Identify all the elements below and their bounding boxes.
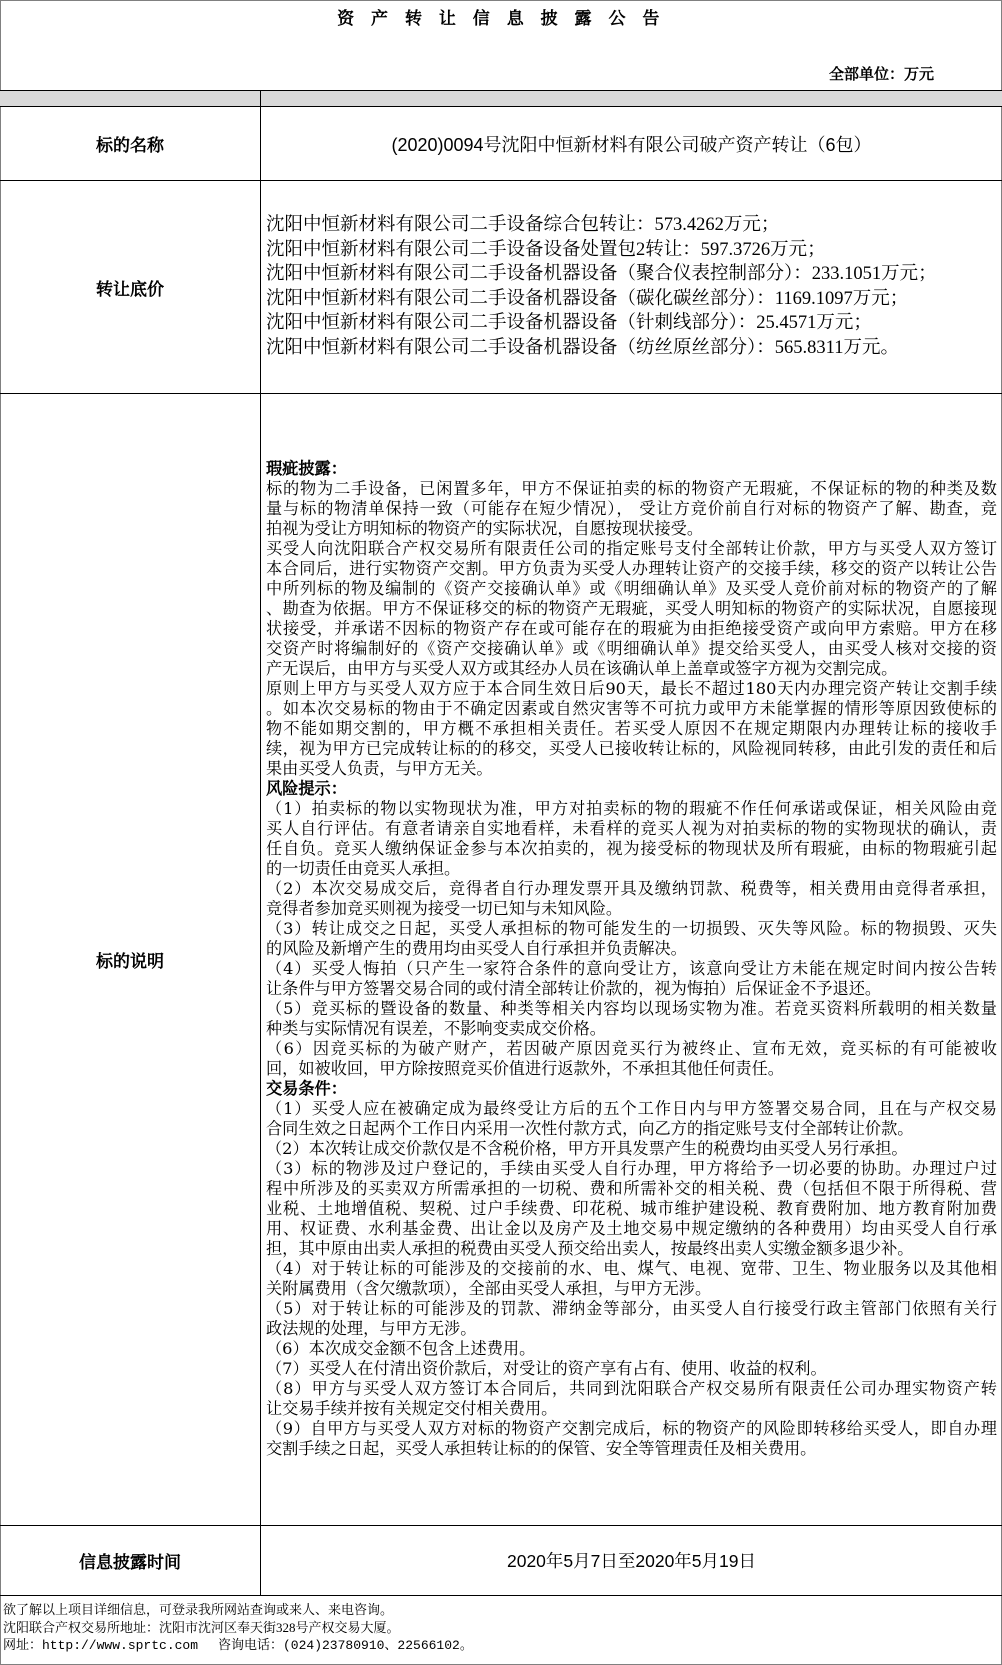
reserve-price-label: 转让底价: [96, 279, 164, 300]
announcement-title: 资 产 转 让 信 息 披 露 公 告: [337, 9, 665, 29]
footer-contact-row: [3, 1636, 993, 1654]
disclosure-period-label-cell: [0, 1526, 261, 1595]
description-line: 政法规的处理，与甲方无涉。: [266, 1319, 477, 1338]
unit-note: 全部单位：万元: [828, 65, 934, 83]
description-line: 量与标的物清单保持一致（可能存在短少情况）， 受让方竞价前自行对标的物资产了解、勘查，竞: [266, 499, 997, 518]
price-line: 沈阳中恒新材料有限公司二手设备综合包转让：573.4262万元；: [266, 215, 780, 235]
price-lines: [261, 181, 1002, 393]
description-line: 拍视为受让方明知标的物资产的实际状况，自愿按现状接受。: [266, 519, 704, 538]
description-line: 业税、土地增值税、契税、过户手续费、印花税、城市维护建设税、教育费附加、地方教育附加费: [266, 1199, 997, 1218]
footer-website: 网址：http://www.sprtc.com: [3, 1638, 199, 1653]
description-line: （9）自甲方与买受人双方对标的物资产交割完成后，标的物资产的风险即转移给买受人，即自办理: [266, 1419, 997, 1438]
description-line: 中所列标的物及编制的《资产交接确认单》或《明细确认单》及买受人竞价前对标的物资产的了解: [266, 579, 997, 598]
description-line: （7）买受人在付清出资价款后，对受让的资产享有占有、使用、收益的权利。: [266, 1359, 827, 1378]
description-line: 合同生效之日起两个工作日内采用一次性付款方式，向乙方的指定账号支付全部转让价款。: [266, 1119, 914, 1138]
section-heading: 瑕疵披露：: [266, 459, 347, 478]
description-line: 竞得者参加竞买则视为接受一切已知与未知风险。: [266, 899, 623, 918]
description-line: 关附属费用（含欠缴款项），全部由买受人承担，与甲方无涉。: [266, 1279, 712, 1298]
price-line: 沈阳中恒新材料有限公司二手设备设备处置包2转让：597.3726万元；: [266, 239, 826, 260]
description-line: 、勘查为依据。甲方不保证移交的标的物资产无瑕疵，买受人明知标的物资产的实际状况，自愿接现: [266, 599, 997, 618]
description-line: （5）对于转让标的可能涉及的罚款、滞纳金等部分，由买受人自行接受行政主管部门依照有关行: [266, 1299, 997, 1318]
price-line: 沈阳中恒新材料有限公司二手设备机器设备（碳化碳丝部分）：1169.1097万元；: [266, 288, 909, 309]
header-band: [0, 90, 1002, 106]
section-heading: 风险提示：: [266, 779, 347, 798]
price-line: 沈阳中恒新材料有限公司二手设备机器设备（针刺线部分）：25.4571万元；: [266, 313, 872, 334]
description-line: 程中所涉及的买卖双方所需承担的一切税、费和所需补交的相关税、费（包括但不限于所得税、营: [266, 1179, 997, 1198]
description-line: 。如本次交易标的物由于不确定因素或自然灾害等不可抗力或甲方未能掌握的情形等原因致使标的: [266, 699, 997, 718]
description-line: （3）标的物涉及过户登记的，手续由买受人自行办理，甲方将给予一切必要的协助。办理过户过: [266, 1159, 997, 1178]
description-line: （2）本次交易成交后，竞得者自行办理发票开具及缴纳罚款、税费等，相关费用由竞得者承担，: [266, 879, 997, 898]
description-line: （4）买受人悔拍（只产生一家符合条件的意向受让方，该意向受让方未能在规定时间内按公告转: [266, 959, 997, 978]
row-subject-description: [0, 393, 1002, 1525]
description-line: （6）本次成交金额不包含上述费用。: [266, 1339, 536, 1358]
row-reserve-price: [0, 180, 1002, 393]
description-line: 状接受，并承诺不因标的物资产存在或可能存在的瑕疵为由拒绝接受资产或向甲方索赔。甲方在移: [266, 619, 997, 638]
description-line: 买受人向沈阳联合产权交易所有限责任公司的指定账号支付全部转让价款，甲方与买受人双方签订: [266, 539, 997, 558]
description-line: 交割手续之日起，买受人承担转让标的的保管、安全等管理责任及相关费用。: [266, 1439, 817, 1458]
description-line: （1）买受人应在被确定成为最终受让方后的五个工作日内与甲方签署交易合同，且在与产权交易: [266, 1099, 997, 1118]
description-line: 果由买受人负责，与甲方无关。: [266, 759, 493, 778]
disclosure-period-value-cell: [261, 1526, 1002, 1595]
subject-name-value: (2020)0094号沈阳中恒新材料有限公司破产资产转让（6包）: [391, 134, 872, 155]
description-line: 种类与实际情况有误差，不影响变卖成交价格。: [266, 1019, 606, 1038]
footer-contact-note: 欲了解以上项目详细信息，可登录我所网站查询或来人、来电咨询。: [3, 1602, 394, 1617]
description-section: [266, 779, 997, 1079]
description-section: [266, 1079, 997, 1459]
description-line: 原则上甲方与买受人双方应于本合同生效日后90天，最长不超过180天内办理完资产转让交割手续: [266, 679, 997, 698]
footer: [3, 1601, 993, 1654]
description-line: 物不能如期交割的，甲方概不承担相关责任。若买受人原因不在规定期限内办理转让标的接收手: [266, 719, 997, 738]
description-line: （2）本次转让成交价款仅是不含税价格，甲方开具发票产生的税费均由买受人另行承担。: [266, 1139, 908, 1158]
description-line: （1）拍卖标的物以实物现状为准，甲方对拍卖标的物的瑕疵不作任何承诺或保证，相关风险由竞: [266, 799, 997, 818]
subject-name-label: 标的名称: [96, 136, 164, 156]
description-line: 标的物为二手设备，已闲置多年，甲方不保证拍卖的标的物资产无瑕疵，不保证标的物的种类及数: [266, 479, 997, 498]
description-label: 标的说明: [96, 952, 164, 972]
description-line: 担，其中原由出卖人承担的税费由买受人预交给出卖人，按最终出卖人实缴金额多退少补。: [266, 1239, 914, 1258]
description-line: 的风险及新增产生的费用均由买受人自行承担并负责解决。: [266, 939, 687, 958]
disclosure-table: [0, 90, 1002, 1596]
description-line: 任自负。竞买人缴纳保证金参与本次拍卖的，视为接受标的物现状及所有瑕疵，由标的物瑕疵引起: [266, 839, 997, 858]
description-line: 的一切责任由竞买人承担。: [266, 859, 461, 878]
description-line: （6）因竞买标的为破产财产，若因破产原因竞买行为被终止、宣布无效，竞买标的有可能被收: [266, 1039, 997, 1058]
price-line: 沈阳中恒新材料有限公司二手设备机器设备（聚合仪表控制部分）：233.1051万元；: [266, 264, 937, 285]
description-line: 回，如被收回，甲方除按照竞买价值进行返款外，不承担其他任何责任。: [266, 1059, 784, 1078]
description-line: （3）转让成交之日起，买受人承担标的物可能发生的一切损毁、灭失等风险。标的物损毁、灭失: [266, 919, 997, 938]
footer-phone: 咨询电话：(024)23780910、22566102。: [218, 1638, 473, 1653]
description-line: （8）甲方与买受人双方签订本合同后，共同到沈阳联合产权交易所有限责任公司办理实物资产转: [266, 1379, 997, 1398]
header-band-right: [261, 91, 1002, 106]
row-subject-name: [0, 106, 1002, 180]
subject-name-value-cell: [261, 107, 1002, 180]
description-text: [261, 394, 1002, 1525]
description-line: 让交易手续并按有关规定交付相关费用。: [266, 1399, 558, 1418]
description-line: 产无误后，由甲方与买受人双方或其经办人员在该确认单上盖章或签字方视为交割完成。: [266, 659, 898, 678]
description-label-cell: [0, 394, 261, 1525]
section-heading: 交易条件：: [266, 1079, 347, 1098]
footer-address: 沈阳联合产权交易所地址：沈阳市沈河区奉天街328号产权交易大厦。: [3, 1619, 400, 1635]
price-line: 沈阳中恒新材料有限公司二手设备机器设备（纺丝原丝部分）：565.8311万元。: [266, 337, 899, 358]
row-disclosure-period: [0, 1525, 1002, 1596]
header-band-left: [0, 91, 261, 106]
description-line: 交资产时将编制好的《资产交接确认单》或《明细确认单》提交给买受人，由买受人核对交接的资: [266, 639, 997, 658]
disclosure-period-value: 2020年5月7日至2020年5月19日: [506, 1551, 757, 1571]
description-line: 买人自行评估。有意者请亲自实地看样，未看样的竞买人视为对拍卖标的物的实物现状的确认，责: [266, 819, 997, 838]
description-line: 续，视为甲方已完成转让标的的移交，买受人已接收转让标的，风险视同转移，由此引发的责任和后: [266, 739, 997, 758]
description-line: 用、权证费、水利基金费、出让金以及房产及土地交易中规定缴纳的各种费用）均由买受人自行承: [266, 1219, 997, 1238]
description-section: [266, 459, 997, 779]
description-line: 让条件与甲方签署交易合同的或付清全部转让价款的，视为悔拍）后保证金不予退还。: [266, 979, 882, 998]
description-line: （5）竞买标的暨设备的数量、种类等相关内容均以现场实物为准。若竞买资料所载明的相关数量: [266, 999, 997, 1018]
description-line: （4）对于转让标的可能涉及的交接前的水、电、煤气、电视、宽带、卫生、物业服务以及其他相: [266, 1259, 997, 1278]
subject-name-label-cell: [0, 107, 261, 180]
description-line: 本合同后，进行实物资产交割。甲方负责为买受人办理转让资产的交接手续，移交的资产以转让公告: [266, 559, 997, 578]
disclosure-period-label: 信息披露时间: [79, 1553, 181, 1573]
reserve-price-label-cell: [0, 181, 261, 393]
